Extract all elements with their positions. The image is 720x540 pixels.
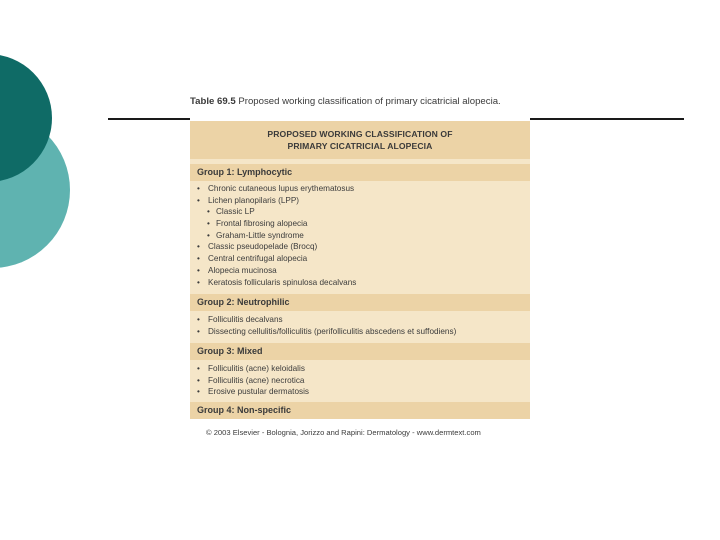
group-2-header: Group 2: Neutrophilic <box>190 294 530 311</box>
list-item: • Central centrifugal alopecia <box>190 253 530 265</box>
list-item: • Folliculitis (acne) keloidalis <box>190 363 530 375</box>
table-heading <box>190 121 530 159</box>
group-1-list <box>190 183 530 288</box>
list-item: • Classic LP <box>190 206 530 218</box>
group-3-list <box>190 363 530 398</box>
list-item: • Folliculitis (acne) necrotica <box>190 375 530 387</box>
copyright-footer: © 2003 Elsevier - Bolognia, Jorizzo and Rapini: Dermatology - www.dermtext.com <box>206 428 481 437</box>
group-2-list <box>190 314 530 337</box>
caption-label: Table 69.5 <box>190 96 236 107</box>
list-item: • Folliculitis decalvans <box>190 314 530 326</box>
table-heading-line2: PRIMARY CICATRICIAL ALOPECIA <box>287 141 433 151</box>
list-item: • Keratosis follicularis spinulosa decalvans <box>190 277 530 289</box>
group-1-header: Group 1: Lymphocytic <box>190 164 530 181</box>
list-item: • Graham-Little syndrome <box>190 230 530 242</box>
list-item: • Classic pseudopelade (Brocq) <box>190 241 530 253</box>
classification-table <box>190 121 530 419</box>
list-item: • Frontal fibrosing alopecia <box>190 218 530 230</box>
list-item: • Lichen planopilaris (LPP) <box>190 195 530 207</box>
caption-title: Proposed working classification of primary cicatricial alopecia. <box>238 96 501 107</box>
divider-left <box>108 118 190 120</box>
group-4-header: Group 4: Non-specific <box>190 402 530 419</box>
table-caption <box>190 96 535 107</box>
slide-decoration <box>0 0 110 300</box>
list-item: • Chronic cutaneous lupus erythematosus <box>190 183 530 195</box>
list-item: • Dissecting cellulitis/folliculitis (perifolliculitis abscedens et suffodiens) <box>190 326 530 338</box>
divider-right <box>530 118 684 120</box>
table-heading-line1: PROPOSED WORKING CLASSIFICATION OF <box>267 129 453 139</box>
group-3-header: Group 3: Mixed <box>190 343 530 360</box>
list-item: • Alopecia mucinosa <box>190 265 530 277</box>
list-item: • Erosive pustular dermatosis <box>190 386 530 398</box>
